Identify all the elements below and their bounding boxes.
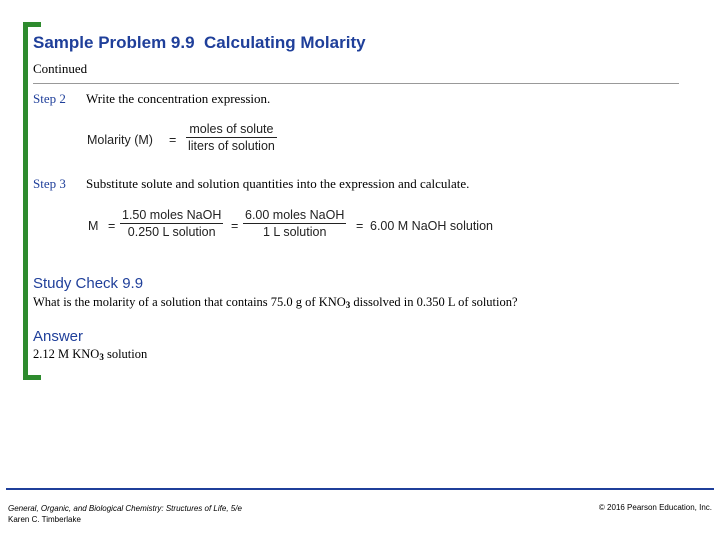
- eq2-fraction-1: [120, 208, 223, 239]
- study-check-question: [33, 295, 518, 310]
- eq2-fraction-bar-1: [120, 223, 223, 224]
- answer-text-pre: 2.12 M KNO: [33, 347, 100, 361]
- answer-heading: Answer: [33, 328, 84, 345]
- page-title: [33, 33, 366, 53]
- step-3-text: Substitute solute and solution quantities into the expression and calculate.: [86, 176, 470, 191]
- title-main: Calculating Molarity: [204, 33, 366, 52]
- step-2-text: Write the concentration expression.: [86, 91, 271, 106]
- question-text-post: dissolved in 0.350 L of solution?: [350, 295, 518, 309]
- answer-text: [33, 347, 147, 362]
- footer-citation: [8, 503, 242, 525]
- footer-book-title: General, Organic, and Biological Chemistry: Structures of Life, 5/e: [8, 504, 242, 513]
- eq1-numerator: moles of solute: [189, 122, 274, 136]
- step-2-label: Step 2: [33, 91, 66, 106]
- eq1-equals: =: [169, 133, 177, 147]
- eq1-lhs: Molarity (M): [87, 133, 153, 147]
- footer-divider: [6, 488, 714, 490]
- eq2-fraction-bar-2: [243, 223, 346, 224]
- answer-subscript: 3: [99, 352, 104, 362]
- footer-copyright: © 2016 Pearson Education, Inc.: [598, 503, 712, 512]
- study-check-heading: Study Check 9.9: [33, 275, 144, 292]
- footer-author: Karen C. Timberlake: [8, 515, 81, 524]
- eq2-numerator-2: 6.00 moles NaOH: [245, 208, 345, 222]
- eq2-denominator-2: 1 L solution: [262, 225, 327, 239]
- eq2-result: 6.00 M NaOH solution: [370, 219, 493, 233]
- question-text-pre: What is the molarity of a solution that contains 75.0 g of KNO: [33, 295, 346, 309]
- question-subscript: 3: [345, 300, 351, 310]
- continued-label: Continued: [33, 61, 88, 76]
- eq2-denominator-1: 0.250 L solution: [127, 225, 216, 239]
- eq2-lhs: M: [88, 219, 99, 233]
- eq2-equals-1: =: [108, 219, 116, 233]
- eq2-equals-2: =: [231, 219, 239, 233]
- eq2-numerator-1: 1.50 moles NaOH: [122, 208, 222, 222]
- title-prefix: Sample Problem 9.9: [33, 33, 195, 52]
- divider: [33, 83, 679, 84]
- eq1-fraction-bar: [186, 137, 277, 138]
- eq1-denominator: liters of solution: [188, 139, 275, 153]
- answer-text-post: solution: [103, 347, 148, 361]
- eq2-fraction-2: [243, 208, 346, 239]
- step-3-label: Step 3: [33, 176, 66, 191]
- eq2-equals-3: =: [356, 219, 364, 233]
- eq1-fraction: [186, 122, 277, 153]
